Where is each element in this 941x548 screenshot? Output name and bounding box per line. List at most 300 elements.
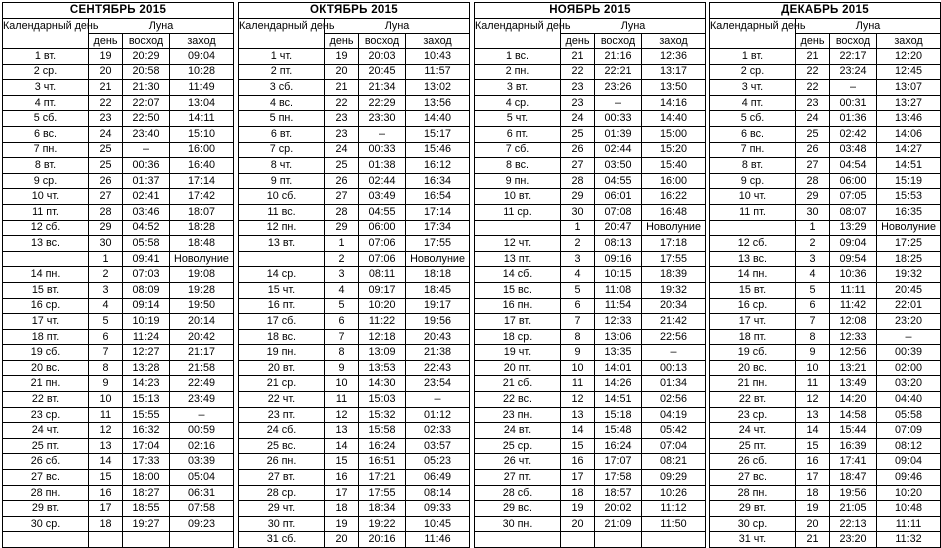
table-row <box>239 142 470 158</box>
calendar-day-header: Календарный день <box>239 19 325 49</box>
calendar-day-cell: 4 ср. <box>475 95 561 111</box>
moonset-cell: 00:59 <box>170 423 234 439</box>
table-row <box>475 516 706 532</box>
calendar-day-cell: 11 ср. <box>475 204 561 220</box>
moon-day-cell: 25 <box>796 126 830 142</box>
moonrise-cell: 02:44 <box>359 173 406 189</box>
moon-day-cell: 12 <box>561 392 595 408</box>
moonset-cell: 16:34 <box>406 173 470 189</box>
moonrise-cell: 00:33 <box>359 142 406 158</box>
calendar-day-cell <box>3 532 89 548</box>
table-row <box>710 501 941 517</box>
table-row <box>3 360 234 376</box>
calendar-day-cell: 7 сб. <box>475 142 561 158</box>
moonrise-cell: 01:37 <box>123 173 170 189</box>
moon-day-cell: 22 <box>325 95 359 111</box>
table-row <box>239 204 470 220</box>
moon-day-cell: 29 <box>561 189 595 205</box>
table-row <box>710 470 941 486</box>
table-row <box>475 267 706 283</box>
moonrise-cell <box>595 532 642 548</box>
table-row <box>475 438 706 454</box>
calendar-day-cell: 10 вт. <box>475 189 561 205</box>
moon-day-cell: 3 <box>561 251 595 267</box>
moon-day-cell: 24 <box>89 126 123 142</box>
moonrise-cell: 22:07 <box>123 95 170 111</box>
moonset-cell: 13:56 <box>406 95 470 111</box>
table-row <box>3 126 234 142</box>
moonrise-cell: 18:57 <box>595 485 642 501</box>
moonset-header: заход <box>170 34 234 49</box>
moonrise-cell: 10:15 <box>595 267 642 283</box>
moonrise-cell: 04:54 <box>830 158 877 174</box>
calendar-day-cell: 15 вс. <box>475 282 561 298</box>
moonrise-cell: 23:40 <box>123 126 170 142</box>
calendar-day-cell: 12 сб. <box>710 236 796 252</box>
moonset-cell: 13:04 <box>170 95 234 111</box>
moonrise-cell: 23:20 <box>830 532 877 548</box>
calendar-day-cell: 23 пт. <box>239 407 325 423</box>
table-row <box>710 189 941 205</box>
table-row <box>710 126 941 142</box>
calendar-day-cell: 20 пт. <box>475 360 561 376</box>
moonrise-cell: 11:08 <box>595 282 642 298</box>
calendar-day-cell: 10 чт. <box>710 189 796 205</box>
calendar-day-cell: 6 вт. <box>239 126 325 142</box>
moonrise-cell: 17:07 <box>595 454 642 470</box>
calendar-day-cell: 9 пт. <box>239 173 325 189</box>
moon-day-cell: 26 <box>561 142 595 158</box>
moonrise-cell: 10:36 <box>830 267 877 283</box>
moon-day-cell: 2 <box>561 236 595 252</box>
moonset-cell: 10:28 <box>170 64 234 80</box>
calendar-day-cell: 25 пт. <box>3 438 89 454</box>
calendar-day-cell: 7 пн. <box>710 142 796 158</box>
calendar-day-cell: 18 пт. <box>710 329 796 345</box>
calendar-day-cell: 11 пт. <box>3 204 89 220</box>
calendar-day-cell: 24 сб. <box>239 423 325 439</box>
moon-day-cell: 15 <box>89 470 123 486</box>
month-table-september <box>2 2 233 548</box>
moonrise-cell: 11:22 <box>359 314 406 330</box>
calendar-day-cell: 30 ср. <box>710 516 796 532</box>
moonset-cell: 15:20 <box>642 142 706 158</box>
moon-day-cell: 29 <box>325 220 359 236</box>
table-row <box>239 516 470 532</box>
table-row <box>475 236 706 252</box>
calendar-day-cell: 14 пн. <box>710 267 796 283</box>
moon-day-cell: 15 <box>325 454 359 470</box>
moonset-cell: 19:56 <box>406 314 470 330</box>
calendar-day-cell: 15 вт. <box>3 282 89 298</box>
calendar-day-cell: 11 вс. <box>239 204 325 220</box>
calendar-day-cell: 31 чт. <box>710 532 796 548</box>
moonset-cell: 20:43 <box>406 329 470 345</box>
moon-day-cell: 18 <box>796 485 830 501</box>
table-row <box>239 236 470 252</box>
calendar-day-cell: 28 пн. <box>710 485 796 501</box>
table-row <box>475 126 706 142</box>
moonset-cell: 19:32 <box>877 267 941 283</box>
moonrise-cell: 07:08 <box>595 204 642 220</box>
moonrise-cell: 03:49 <box>359 189 406 205</box>
moonrise-cell: 23:26 <box>595 80 642 96</box>
moon-day-cell: 24 <box>325 142 359 158</box>
table-row <box>710 267 941 283</box>
moonset-cell: 14:51 <box>877 158 941 174</box>
calendar-day-cell: 17 вт. <box>475 314 561 330</box>
calendar-day-cell: 17 чт. <box>710 314 796 330</box>
moonset-cell: 14:11 <box>170 111 234 127</box>
moonset-cell: 16:00 <box>170 142 234 158</box>
moonset-cell: 18:07 <box>170 204 234 220</box>
moonset-cell: 21:42 <box>642 314 706 330</box>
moonrise-cell: 07:06 <box>359 236 406 252</box>
table-row <box>710 516 941 532</box>
table-row <box>475 470 706 486</box>
table-row <box>710 423 941 439</box>
calendar-day-cell: 5 сб. <box>710 111 796 127</box>
moonrise-cell: 22:17 <box>830 49 877 65</box>
moonrise-cell: 17:04 <box>123 438 170 454</box>
moon-day-cell: 1 <box>325 236 359 252</box>
table-row <box>239 298 470 314</box>
calendar-day-cell: 7 пн. <box>3 142 89 158</box>
calendar-day-cell: 22 вс. <box>475 392 561 408</box>
moonrise-cell: – <box>595 95 642 111</box>
calendar-day-cell: 14 сб. <box>475 267 561 283</box>
moon-day-cell: 2 <box>325 251 359 267</box>
moon-day-cell: 27 <box>796 158 830 174</box>
moonrise-cell: 04:55 <box>359 204 406 220</box>
moon-table <box>238 2 470 548</box>
month-title: ДЕКАБРЬ 2015 <box>710 3 941 19</box>
calendar-day-cell: 23 пн. <box>475 407 561 423</box>
moonrise-cell: 00:36 <box>123 158 170 174</box>
calendar-day-cell: 24 вт. <box>475 423 561 439</box>
table-row <box>710 392 941 408</box>
moonrise-cell: 01:36 <box>830 111 877 127</box>
moonset-cell: 14:40 <box>406 111 470 127</box>
table-row <box>3 532 234 548</box>
moonrise-cell: 22:13 <box>830 516 877 532</box>
moonrise-cell: 05:58 <box>123 236 170 252</box>
calendar-day-cell: 13 вт. <box>239 236 325 252</box>
table-row <box>475 407 706 423</box>
moon-day-cell: 30 <box>89 236 123 252</box>
calendar-day-cell: 21 сб. <box>475 376 561 392</box>
table-row <box>3 454 234 470</box>
month-table-november <box>474 2 705 548</box>
table-row <box>475 454 706 470</box>
moonset-cell: 17:14 <box>170 173 234 189</box>
calendar-day-cell: 10 чт. <box>3 189 89 205</box>
moon-day-cell: 27 <box>561 158 595 174</box>
moon-day-cell: 15 <box>796 438 830 454</box>
table-row <box>475 64 706 80</box>
table-row <box>3 345 234 361</box>
table-row <box>710 485 941 501</box>
moonset-cell: 18:25 <box>877 251 941 267</box>
moonset-cell: 15:17 <box>406 126 470 142</box>
calendar-day-cell: 11 пт. <box>710 204 796 220</box>
calendar-day-cell: 16 пн. <box>475 298 561 314</box>
moonset-cell: 15:40 <box>642 158 706 174</box>
moonrise-cell: 11:42 <box>830 298 877 314</box>
moonrise-cell: – <box>830 80 877 96</box>
table-row <box>710 64 941 80</box>
moonset-header: заход <box>642 34 706 49</box>
moonset-cell: 08:12 <box>877 438 941 454</box>
moon-day-cell: 12 <box>325 407 359 423</box>
calendar-day-cell: 27 вт. <box>239 470 325 486</box>
moon-day-cell: 28 <box>89 204 123 220</box>
table-row <box>239 267 470 283</box>
moonrise-cell: – <box>123 142 170 158</box>
calendar-day-cell: 2 пт. <box>239 64 325 80</box>
moonrise-cell: 20:03 <box>359 49 406 65</box>
calendar-day-cell: 13 вс. <box>3 236 89 252</box>
calendar-day-cell: 14 ср. <box>239 267 325 283</box>
moon-day-cell: 25 <box>561 126 595 142</box>
moonset-cell: 05:23 <box>406 454 470 470</box>
calendar-day-header: Календарный день <box>710 19 796 49</box>
moon-day-cell: 9 <box>325 360 359 376</box>
moon-day-cell: 18 <box>325 501 359 517</box>
calendar-day-cell: 18 вс. <box>239 329 325 345</box>
table-row <box>475 95 706 111</box>
calendar-day-cell: 21 пн. <box>710 376 796 392</box>
moon-header: Луна <box>796 19 941 34</box>
moonrise-cell: 15:18 <box>595 407 642 423</box>
moon-day-cell: 10 <box>561 360 595 376</box>
calendar-day-cell: 5 чт. <box>475 111 561 127</box>
moonset-header: заход <box>406 34 470 49</box>
table-row <box>239 485 470 501</box>
moonrise-cell: 17:58 <box>595 470 642 486</box>
table-row <box>710 454 941 470</box>
moon-day-cell: 6 <box>796 298 830 314</box>
moon-table <box>2 2 234 548</box>
moon-day-cell: 22 <box>561 64 595 80</box>
moonset-cell: 09:04 <box>877 454 941 470</box>
moonrise-cell: 18:55 <box>123 501 170 517</box>
moonset-cell: 14:40 <box>642 111 706 127</box>
moonrise-cell: 06:00 <box>830 173 877 189</box>
moon-day-cell: 7 <box>796 314 830 330</box>
calendar-day-cell: 18 ср. <box>475 329 561 345</box>
moon-day-cell: 20 <box>561 516 595 532</box>
table-row <box>710 204 941 220</box>
table-row <box>3 204 234 220</box>
moonrise-cell: 20:16 <box>359 532 406 548</box>
calendar-day-cell: 12 пн. <box>239 220 325 236</box>
table-row <box>475 158 706 174</box>
calendar-day-cell: 29 чт. <box>239 501 325 517</box>
calendar-day-cell: 16 ср. <box>3 298 89 314</box>
moonset-cell: 18:45 <box>406 282 470 298</box>
moonset-cell: 11:49 <box>170 80 234 96</box>
moonrise-cell: 04:52 <box>123 220 170 236</box>
moonset-cell: 13:17 <box>642 64 706 80</box>
calendar-day-cell: 22 чт. <box>239 392 325 408</box>
moonrise-cell: 20:58 <box>123 64 170 80</box>
table-row <box>475 251 706 267</box>
table-row <box>475 360 706 376</box>
moon-day-cell: 13 <box>325 423 359 439</box>
table-row <box>3 516 234 532</box>
month-title: СЕНТЯБРЬ 2015 <box>3 3 234 19</box>
moon-day-cell: 19 <box>325 49 359 65</box>
calendar-day-cell: 29 вт. <box>710 501 796 517</box>
moonrise-header: восход <box>830 34 877 49</box>
moon-day-cell: 23 <box>561 80 595 96</box>
calendar-day-cell: 14 пн. <box>3 267 89 283</box>
calendar-day-cell: 27 вс. <box>710 470 796 486</box>
moon-day-cell: 15 <box>561 438 595 454</box>
moonset-cell: – <box>877 329 941 345</box>
moonset-cell: 13:46 <box>877 111 941 127</box>
calendar-day-cell: 30 пн. <box>475 516 561 532</box>
moon-day-cell: 10 <box>796 360 830 376</box>
calendar-day-cell: 26 сб. <box>710 454 796 470</box>
moonset-cell: 21:38 <box>406 345 470 361</box>
moon-day-cell: 5 <box>561 282 595 298</box>
moonrise-cell: 13:29 <box>830 220 877 236</box>
moon-header: Луна <box>561 19 706 34</box>
moonrise-cell: 21:34 <box>359 80 406 96</box>
moon-table <box>709 2 941 548</box>
moon-day-cell: 5 <box>325 298 359 314</box>
moon-day-cell: 14 <box>89 454 123 470</box>
moon-day-cell: 11 <box>325 392 359 408</box>
moonset-cell: 17:55 <box>642 251 706 267</box>
calendar-day-cell: 24 чт. <box>3 423 89 439</box>
moonset-cell: 16:35 <box>877 204 941 220</box>
moonset-cell: 02:16 <box>170 438 234 454</box>
moon-day-cell: 24 <box>796 111 830 127</box>
table-row <box>475 204 706 220</box>
calendar-day-cell: 31 сб. <box>239 532 325 548</box>
moonrise-cell: 09:04 <box>830 236 877 252</box>
table-row <box>3 220 234 236</box>
calendar-day-header: Календарный день <box>3 19 89 49</box>
moonset-cell: 05:04 <box>170 470 234 486</box>
moonset-cell: 19:08 <box>170 267 234 283</box>
table-row <box>239 314 470 330</box>
table-row <box>3 267 234 283</box>
moonrise-cell: 18:47 <box>830 470 877 486</box>
moonset-cell: 06:49 <box>406 470 470 486</box>
moon-day-cell: 5 <box>89 314 123 330</box>
moonset-cell: 22:01 <box>877 298 941 314</box>
calendar-day-cell: 21 ср. <box>239 376 325 392</box>
table-row <box>239 95 470 111</box>
table-row <box>3 189 234 205</box>
moonset-cell: 11:11 <box>877 516 941 532</box>
moonset-cell: 20:42 <box>170 329 234 345</box>
moonrise-cell: 13:49 <box>830 376 877 392</box>
moon-day-cell: 26 <box>796 142 830 158</box>
moon-day-cell: 19 <box>89 49 123 65</box>
table-row <box>475 314 706 330</box>
moonset-header: заход <box>877 34 941 49</box>
moonrise-cell: 02:44 <box>595 142 642 158</box>
calendar-day-cell: 25 ср. <box>475 438 561 454</box>
moon-day-cell: 13 <box>89 438 123 454</box>
table-row <box>710 158 941 174</box>
moon-day-cell: 17 <box>325 485 359 501</box>
moonrise-cell: 15:13 <box>123 392 170 408</box>
moonset-cell: 02:56 <box>642 392 706 408</box>
moonrise-cell: 12:08 <box>830 314 877 330</box>
calendar-day-cell: 5 пн. <box>239 111 325 127</box>
table-row <box>710 49 941 65</box>
moonset-cell: 10:43 <box>406 49 470 65</box>
table-row <box>239 189 470 205</box>
moonset-cell: 16:40 <box>170 158 234 174</box>
moonset-cell: 16:48 <box>642 204 706 220</box>
moonrise-header: восход <box>123 34 170 49</box>
table-row <box>710 360 941 376</box>
moonrise-cell: 09:54 <box>830 251 877 267</box>
moon-day-cell: 25 <box>89 158 123 174</box>
moonset-cell: 21:17 <box>170 345 234 361</box>
calendar-day-cell: 6 вс. <box>710 126 796 142</box>
moonrise-cell: 18:34 <box>359 501 406 517</box>
moonset-cell: 08:21 <box>642 454 706 470</box>
table-row <box>475 329 706 345</box>
table-row <box>475 142 706 158</box>
calendar-day-cell: 8 вт. <box>710 158 796 174</box>
calendar-day-cell: 6 вс. <box>3 126 89 142</box>
moonset-cell: 10:20 <box>877 485 941 501</box>
calendar-day-cell: 8 вс. <box>475 158 561 174</box>
moonset-cell: 11:32 <box>877 532 941 548</box>
moon-day-cell: 23 <box>325 126 359 142</box>
moon-day-header: день <box>561 34 595 49</box>
moon-day-cell: 23 <box>561 95 595 111</box>
month-table-october <box>238 2 469 548</box>
moon-day-cell: 21 <box>561 49 595 65</box>
moon-day-cell: 20 <box>325 64 359 80</box>
calendar-day-cell: 2 пн. <box>475 64 561 80</box>
moon-day-header: день <box>325 34 359 49</box>
moonrise-cell: 07:06 <box>359 251 406 267</box>
calendar-day-cell: 12 сб. <box>3 220 89 236</box>
moon-table <box>474 2 706 548</box>
table-row <box>710 376 941 392</box>
table-row <box>710 236 941 252</box>
calendar-day-cell: 19 сб. <box>3 345 89 361</box>
moon-day-header: день <box>796 34 830 49</box>
moonset-cell: 09:04 <box>170 49 234 65</box>
moon-day-cell: 8 <box>89 360 123 376</box>
table-row <box>3 173 234 189</box>
calendar-day-cell: 19 пн. <box>239 345 325 361</box>
moonrise-cell: 18:27 <box>123 485 170 501</box>
moon-day-cell: 22 <box>796 64 830 80</box>
moon-day-cell: 17 <box>796 470 830 486</box>
month-title: НОЯБРЬ 2015 <box>475 3 706 19</box>
table-row <box>3 438 234 454</box>
moonset-cell: 20:45 <box>877 282 941 298</box>
table-row <box>3 95 234 111</box>
calendar-day-cell: 1 вт. <box>3 49 89 65</box>
moonset-cell: 15:46 <box>406 142 470 158</box>
moonrise-cell: 21:09 <box>595 516 642 532</box>
calendar-day-cell: 4 пт. <box>710 95 796 111</box>
